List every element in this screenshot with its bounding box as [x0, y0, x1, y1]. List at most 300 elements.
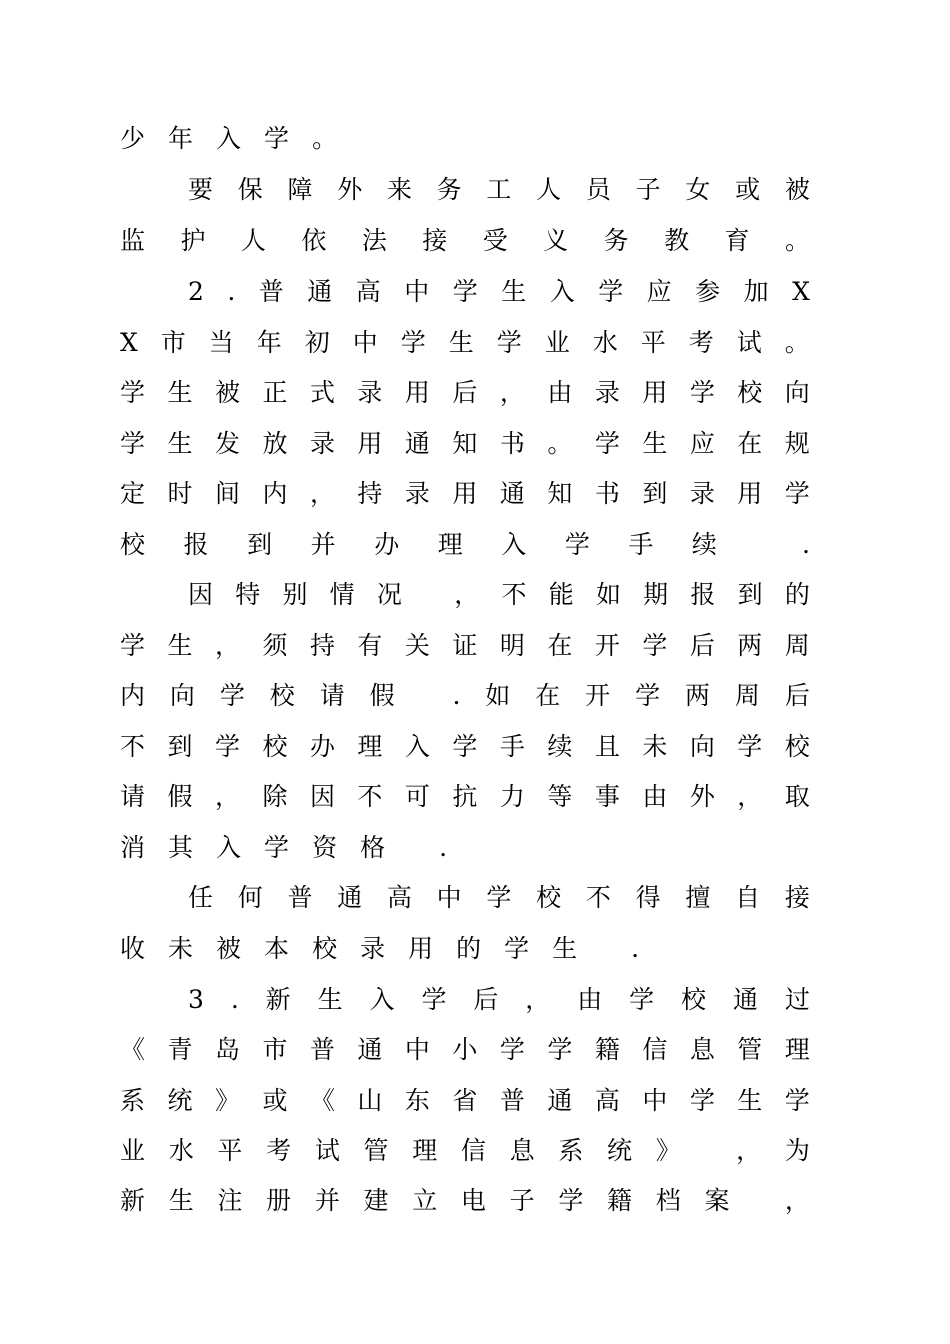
glyph: ，	[214, 782, 240, 811]
glyph: 格	[360, 833, 386, 862]
glyph: 被	[214, 378, 240, 407]
glyph: 正	[262, 378, 288, 407]
glyph: 。	[784, 226, 810, 255]
glyph: 学	[598, 277, 624, 306]
text-line	[188, 165, 810, 215]
glyph: 生	[552, 934, 578, 963]
glyph: 学	[558, 1186, 584, 1215]
glyph: 续	[691, 530, 717, 559]
glyph: 后	[473, 985, 499, 1014]
glyph: 平	[217, 1136, 243, 1165]
glyph: 信	[460, 1136, 486, 1165]
glyph: 业	[120, 1136, 146, 1165]
glyph: 子	[509, 1186, 535, 1215]
glyph: 学	[594, 429, 620, 458]
glyph: 考	[688, 328, 714, 357]
glyph: 用	[452, 479, 478, 508]
glyph: 要	[188, 175, 214, 204]
glyph: 生	[501, 277, 527, 306]
glyph: 到	[247, 530, 273, 559]
glyph: 育	[724, 226, 750, 255]
text-line	[120, 216, 810, 266]
glyph: 务	[436, 175, 462, 204]
glyph: .	[802, 530, 810, 559]
glyph: 请	[120, 782, 146, 811]
glyph: 证	[452, 631, 478, 660]
glyph: 自	[735, 883, 761, 912]
glyph: 信	[642, 1035, 668, 1064]
glyph: 为	[784, 1136, 810, 1165]
glyph: 外	[689, 782, 715, 811]
glyph: 擅	[685, 883, 711, 912]
glyph: 平	[640, 328, 666, 357]
glyph: 女	[685, 175, 711, 204]
glyph: 籍	[607, 1186, 633, 1215]
glyph: 校	[269, 681, 295, 710]
glyph: 书	[499, 429, 525, 458]
glyph: 用	[737, 479, 763, 508]
glyph: 中	[404, 1035, 430, 1064]
glyph: 学	[120, 429, 146, 458]
glyph: 情	[329, 580, 355, 609]
glyph: 特	[235, 580, 261, 609]
glyph: 放	[262, 429, 288, 458]
glyph: 人	[536, 175, 562, 204]
glyph: 除	[262, 782, 288, 811]
glyph: 理	[437, 530, 463, 559]
glyph: X	[120, 328, 138, 357]
glyph: 学	[120, 378, 146, 407]
glyph: 在	[535, 681, 561, 710]
glyph: 普	[258, 277, 284, 306]
glyph: 可	[404, 782, 430, 811]
glyph: 入	[501, 530, 527, 559]
glyph: 水	[592, 328, 618, 357]
glyph: 学	[504, 934, 530, 963]
glyph: 向	[784, 378, 810, 407]
glyph: 未	[642, 732, 668, 761]
glyph: 《	[309, 1086, 335, 1115]
glyph: 学	[264, 833, 290, 862]
glyph: 籍	[594, 1035, 620, 1064]
glyph: 发	[214, 429, 240, 458]
glyph: 普	[309, 1035, 335, 1064]
glyph: 开	[585, 681, 611, 710]
glyph: 接	[784, 883, 810, 912]
glyph: 别	[282, 580, 308, 609]
glyph: 学	[452, 277, 478, 306]
glyph: 周	[734, 681, 760, 710]
glyph: .	[439, 833, 448, 862]
glyph: 并	[310, 530, 336, 559]
glyph: 式	[309, 378, 335, 407]
glyph: .	[227, 277, 236, 306]
glyph: 录	[594, 378, 620, 407]
glyph: 开	[594, 631, 620, 660]
glyph: 向	[169, 681, 195, 710]
glyph: ，	[784, 1186, 810, 1215]
glyph: 不	[585, 883, 611, 912]
glyph: 内	[262, 479, 288, 508]
glyph: 统	[167, 1086, 193, 1115]
glyph: 务	[603, 226, 629, 255]
glyph: .	[631, 934, 640, 963]
glyph: 校	[784, 732, 810, 761]
text-line	[120, 823, 810, 873]
glyph: 报	[183, 530, 209, 559]
glyph: 明	[499, 631, 525, 660]
glyph: 两	[737, 631, 763, 660]
glyph: 用	[404, 378, 430, 407]
glyph: 校	[262, 732, 288, 761]
glyph: 东	[404, 1086, 430, 1115]
glyph: 生	[167, 631, 193, 660]
glyph: 通	[404, 429, 430, 458]
glyph: 两	[684, 681, 710, 710]
glyph: 《	[120, 1035, 146, 1064]
glyph: 生	[642, 429, 668, 458]
glyph: 子	[635, 175, 661, 204]
glyph: 到	[167, 732, 193, 761]
glyph: 息	[689, 1035, 715, 1064]
glyph: 》	[214, 1086, 240, 1115]
glyph: 工	[486, 175, 512, 204]
glyph: 知	[547, 479, 573, 508]
glyph: 关	[404, 631, 430, 660]
glyph: 能	[548, 580, 574, 609]
glyph: 山	[357, 1086, 383, 1115]
glyph: 或	[262, 1086, 288, 1115]
glyph: 未	[168, 934, 194, 963]
glyph: 学	[264, 124, 290, 153]
glyph: 入	[404, 732, 430, 761]
glyph: 2	[188, 277, 204, 306]
text-line	[120, 772, 810, 822]
text-line	[120, 368, 810, 418]
glyph: 有	[357, 631, 383, 660]
glyph: 学	[629, 985, 655, 1014]
glyph: 生	[737, 1086, 763, 1115]
glyph: 并	[314, 1186, 340, 1215]
glyph: 校	[312, 934, 338, 963]
text-line	[120, 419, 810, 469]
text-line	[120, 469, 810, 519]
glyph: 理	[357, 732, 383, 761]
glyph: 通	[357, 1035, 383, 1064]
glyph: 或	[735, 175, 761, 204]
glyph: 来	[386, 175, 412, 204]
glyph: 高	[594, 1086, 620, 1115]
glyph: 手	[499, 732, 525, 761]
glyph: 新	[120, 1186, 146, 1215]
text-line	[120, 520, 810, 570]
glyph: 法	[361, 226, 387, 255]
text-line	[120, 114, 810, 164]
glyph: 办	[309, 732, 335, 761]
glyph: 通	[337, 883, 363, 912]
glyph: 书	[594, 479, 620, 508]
glyph: 资	[312, 833, 338, 862]
glyph: 被	[216, 934, 242, 963]
glyph: 年	[168, 124, 194, 153]
glyph: 期	[643, 580, 669, 609]
glyph: 学	[496, 328, 522, 357]
glyph: 市	[262, 1035, 288, 1064]
glyph: 普	[499, 1086, 525, 1115]
glyph: 入	[216, 124, 242, 153]
glyph: ，	[214, 631, 240, 660]
glyph: 录	[404, 479, 430, 508]
glyph: 》	[655, 1136, 681, 1165]
glyph: 小	[452, 1035, 478, 1064]
glyph: 统	[607, 1136, 633, 1165]
glyph: 通	[307, 277, 333, 306]
glyph: 应	[689, 429, 715, 458]
glyph: 员	[585, 175, 611, 204]
glyph: 内	[120, 681, 146, 710]
glyph: 建	[363, 1186, 389, 1215]
glyph: 学	[421, 985, 447, 1014]
glyph: ，	[525, 985, 551, 1014]
glyph: 学	[547, 1035, 573, 1064]
glyph: 被	[784, 175, 810, 204]
glyph: 在	[737, 429, 763, 458]
glyph: 新	[265, 985, 291, 1014]
glyph: 学	[689, 1086, 715, 1115]
glyph: 参	[695, 277, 721, 306]
text-line	[120, 1176, 810, 1226]
glyph: 学	[784, 1086, 810, 1115]
glyph: 。	[784, 328, 810, 357]
glyph: 由	[547, 378, 573, 407]
glyph: 入	[369, 985, 395, 1014]
glyph: 管	[737, 1035, 763, 1064]
glyph: ，	[499, 378, 525, 407]
text-line	[120, 621, 810, 671]
glyph: 。	[547, 429, 573, 458]
glyph: 假	[369, 681, 395, 710]
glyph: 持	[357, 479, 383, 508]
glyph: X	[792, 277, 810, 306]
glyph: 手	[628, 530, 654, 559]
text-line	[188, 873, 810, 923]
glyph: 后	[784, 681, 810, 710]
text-line	[120, 1025, 810, 1075]
glyph: 消	[120, 833, 146, 862]
glyph: 录	[360, 934, 386, 963]
glyph: 等	[547, 782, 573, 811]
glyph: 生	[317, 985, 343, 1014]
glyph: 向	[689, 732, 715, 761]
glyph: 因	[309, 782, 335, 811]
glyph: 因	[188, 580, 214, 609]
glyph: 障	[287, 175, 313, 204]
glyph: 通	[732, 985, 758, 1014]
glyph: 事	[594, 782, 620, 811]
glyph: 青	[167, 1035, 193, 1064]
glyph: 高	[386, 883, 412, 912]
glyph: 人	[240, 226, 266, 255]
glyph: 录	[309, 429, 335, 458]
glyph: 监	[120, 226, 146, 255]
glyph: .	[230, 985, 239, 1014]
glyph: 取	[784, 782, 810, 811]
glyph: 依	[301, 226, 327, 255]
glyph: 生	[167, 378, 193, 407]
text-line	[120, 318, 810, 368]
glyph: 抗	[452, 782, 478, 811]
glyph: 校	[681, 985, 707, 1014]
glyph: 请	[319, 681, 345, 710]
glyph: 。	[312, 124, 338, 153]
glyph: 用	[642, 378, 668, 407]
glyph: 生	[448, 328, 474, 357]
glyph: 保	[237, 175, 263, 204]
glyph: 不	[120, 732, 146, 761]
glyph: 生	[167, 429, 193, 458]
glyph: ，	[454, 580, 480, 609]
glyph: 岛	[214, 1035, 240, 1064]
glyph: 加	[743, 277, 769, 306]
glyph: 报	[690, 580, 716, 609]
glyph: 持	[309, 631, 335, 660]
text-line	[120, 722, 810, 772]
text-line	[120, 1126, 810, 1176]
text-line	[188, 570, 810, 620]
glyph: 学	[214, 732, 240, 761]
glyph: 学	[120, 631, 146, 660]
glyph: 理	[784, 1035, 810, 1064]
glyph: 市	[160, 328, 186, 357]
glyph: 义	[543, 226, 569, 255]
glyph: 的	[456, 934, 482, 963]
glyph: 何	[237, 883, 263, 912]
glyph: ，	[736, 1136, 762, 1165]
glyph: 3	[188, 985, 204, 1014]
glyph: 校	[120, 530, 146, 559]
glyph: 电	[460, 1186, 486, 1215]
text-line	[120, 924, 810, 974]
glyph: 学	[452, 732, 478, 761]
glyph: 生	[168, 1186, 194, 1215]
glyph: 入	[216, 833, 242, 862]
glyph: 的	[784, 580, 810, 609]
glyph: 试	[314, 1136, 340, 1165]
glyph: 用	[408, 934, 434, 963]
glyph: 后	[452, 378, 478, 407]
glyph: 到	[737, 580, 763, 609]
glyph: 本	[264, 934, 290, 963]
glyph: 省	[452, 1086, 478, 1115]
glyph: ，	[309, 479, 335, 508]
glyph: 任	[188, 883, 214, 912]
glyph: 立	[412, 1186, 438, 1215]
glyph: 学	[689, 378, 715, 407]
glyph: 管	[363, 1136, 389, 1165]
glyph: 中	[642, 1086, 668, 1115]
glyph: 由	[642, 782, 668, 811]
glyph: 理	[412, 1136, 438, 1165]
glyph: 学	[564, 530, 590, 559]
glyph: 中	[352, 328, 378, 357]
glyph: 到	[642, 479, 668, 508]
glyph: 后	[689, 631, 715, 660]
glyph: 初	[304, 328, 330, 357]
glyph: 假	[167, 782, 193, 811]
glyph: 中	[404, 277, 430, 306]
glyph: 教	[664, 226, 690, 255]
glyph: 知	[452, 429, 478, 458]
glyph: 少	[120, 124, 146, 153]
glyph: 录	[689, 479, 715, 508]
glyph: 不	[501, 580, 527, 609]
glyph: 在	[547, 631, 573, 660]
glyph: 间	[214, 479, 240, 508]
glyph: 学	[642, 631, 668, 660]
glyph: 息	[509, 1136, 535, 1165]
glyph: 得	[635, 883, 661, 912]
glyph: 且	[594, 732, 620, 761]
text-line	[188, 975, 810, 1025]
glyph: 办	[374, 530, 400, 559]
glyph: 学	[737, 732, 763, 761]
glyph: 由	[577, 985, 603, 1014]
glyph: 其	[168, 833, 194, 862]
glyph: 校	[737, 378, 763, 407]
glyph: 不	[357, 782, 383, 811]
glyph: 规	[784, 429, 810, 458]
glyph: 如	[595, 580, 621, 609]
glyph: 中	[436, 883, 462, 912]
glyph: 况	[376, 580, 402, 609]
glyph: 校	[536, 883, 562, 912]
glyph: .	[452, 681, 461, 710]
text-line	[188, 267, 810, 317]
glyph: 学	[784, 479, 810, 508]
glyph: 学	[499, 1035, 525, 1064]
glyph: 考	[266, 1136, 292, 1165]
glyph: 接	[422, 226, 448, 255]
glyph: 学	[219, 681, 245, 710]
glyph: 普	[287, 883, 313, 912]
glyph: 学	[400, 328, 426, 357]
glyph: ，	[737, 782, 763, 811]
glyph: 续	[547, 732, 573, 761]
glyph: 案	[704, 1186, 730, 1215]
glyph: 系	[120, 1086, 146, 1115]
glyph: 当	[208, 328, 234, 357]
glyph: 受	[482, 226, 508, 255]
glyph: 注	[217, 1186, 243, 1215]
glyph: 如	[485, 681, 511, 710]
glyph: 力	[499, 782, 525, 811]
glyph: 系	[558, 1136, 584, 1165]
glyph: 水	[168, 1136, 194, 1165]
glyph: 定	[120, 479, 146, 508]
glyph: 档	[655, 1186, 681, 1215]
text-line	[120, 671, 810, 721]
glyph: 应	[646, 277, 672, 306]
glyph: 试	[736, 328, 762, 357]
glyph: 外	[337, 175, 363, 204]
glyph: 通	[547, 1086, 573, 1115]
glyph: 过	[784, 985, 810, 1014]
glyph: 学	[635, 681, 661, 710]
glyph: 时	[167, 479, 193, 508]
glyph: 录	[357, 378, 383, 407]
glyph: 业	[544, 328, 570, 357]
text-line	[120, 1076, 810, 1126]
